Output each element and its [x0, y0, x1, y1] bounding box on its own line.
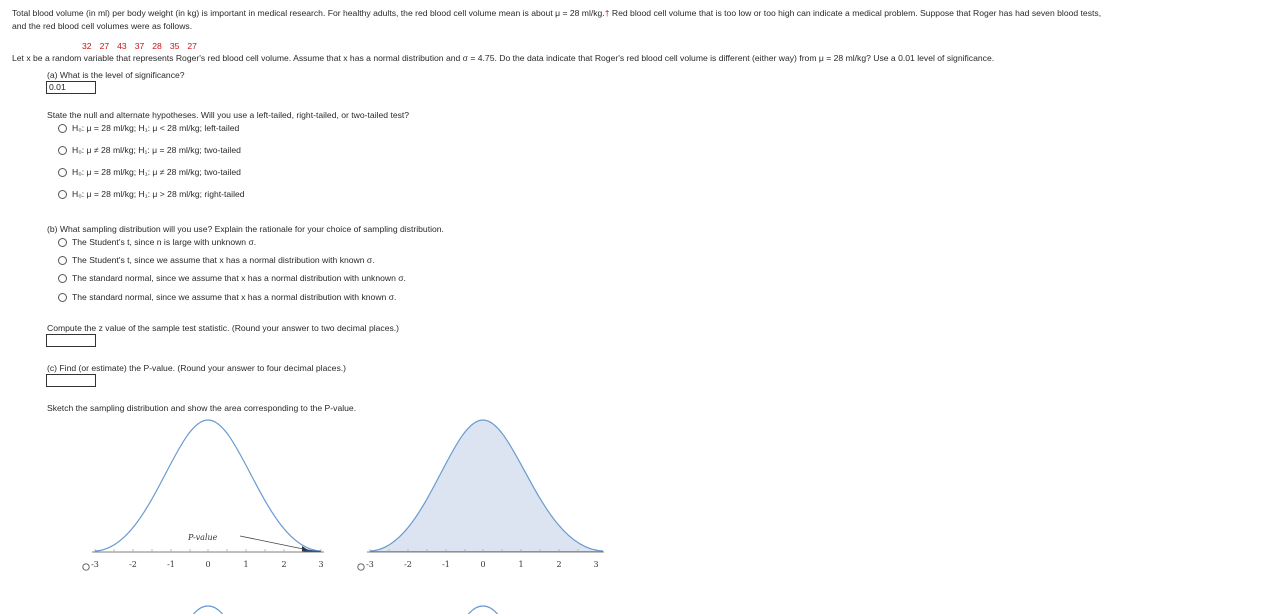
data-value: 35 [169, 41, 180, 51]
hypothesis-option-1[interactable]: H₀: μ = 28 ml/kg; H₁: μ < 28 ml/kg; left-tailed [58, 123, 239, 133]
tick-label: -1 [442, 560, 450, 569]
graph-select-radio[interactable] [83, 564, 89, 570]
compute-z-question: Compute the z value of the sample test statistic. (Round your answer to two decimal places.) [47, 323, 400, 333]
sampling-graph-option-1[interactable] [80, 415, 340, 575]
data-value: 28 [152, 41, 162, 51]
intro-line-2: and the red blood cell volumes were as follows. [12, 21, 193, 31]
part-b-question: (b) What sampling distribution will you use? Explain the rationale for your choice of sampling distribution. [47, 224, 444, 234]
tick-label: 0 [480, 560, 486, 569]
normal-curve [95, 420, 321, 551]
sketch-instruction: Sketch the sampling distribution and show the area corresponding to the P-value. [47, 403, 357, 413]
tick-label: -2 [129, 560, 137, 569]
data-value: 27 [187, 41, 197, 51]
radio-button[interactable] [58, 168, 67, 177]
data-value: 27 [99, 41, 110, 51]
sampling-graph-option-3[interactable] [80, 598, 340, 614]
distribution-option-3[interactable]: The standard normal, since we assume that x has a normal distribution with unknown σ. [58, 273, 406, 283]
radio-button[interactable] [58, 124, 67, 133]
tick-label: 1 [243, 560, 249, 569]
p-value-arrow [240, 536, 308, 550]
tick-label: -3 [366, 560, 374, 569]
sampling-graph-option-4[interactable] [355, 598, 615, 614]
hypotheses-question: State the null and alternate hypotheses. Will you use a left-tailed, right-tailed, or two-tailed test? [47, 110, 410, 120]
problem-statement: Let x be a random variable that represents Roger's red blood cell volume. Assume that x has a normal distribution and σ = 4.75. Do the data indicate that Roger's red blood cell volume is different (either way) from μ = 28 ml/kg? Use a 0.01 level of significance. [12, 53, 995, 63]
footnote-dagger[interactable]: † [604, 8, 610, 18]
part-a-question: (a) What is the level of significance? [47, 70, 185, 80]
part-c-question: (c) Find (or estimate) the P-value. (Round your answer to four decimal places.) [47, 363, 346, 373]
tick-label: 3 [593, 560, 599, 569]
shaded-area [370, 420, 603, 552]
hypothesis-option-2[interactable]: H₀: μ ≠ 28 ml/kg; H₁: μ = 28 ml/kg; two-tailed [58, 145, 241, 155]
tick-label: 2 [281, 560, 287, 569]
graph-select-radio[interactable] [358, 564, 364, 570]
normal-curve-top [467, 606, 499, 614]
normal-curve-top [192, 606, 224, 614]
radio-button[interactable] [58, 293, 67, 302]
data-values [82, 41, 205, 51]
significance-input[interactable]: 0.01 [46, 81, 96, 94]
intro-paragraph [12, 7, 1101, 33]
radio-button[interactable] [58, 256, 67, 265]
data-value: 43 [117, 41, 127, 51]
distribution-option-4[interactable]: The standard normal, since we assume that x has a normal distribution with known σ. [58, 292, 396, 302]
tick-label: 0 [205, 560, 211, 569]
sampling-graph-option-2[interactable] [355, 415, 615, 575]
mu-value: μ = 28 ml/kg. [555, 8, 605, 18]
z-value-input[interactable] [46, 334, 96, 347]
p-value-input[interactable] [46, 374, 96, 387]
tick-label: -2 [404, 560, 412, 569]
tick-label: -3 [91, 560, 99, 569]
radio-button[interactable] [58, 274, 67, 283]
radio-button[interactable] [58, 238, 67, 247]
tick-label: 1 [518, 560, 524, 569]
hypothesis-option-3[interactable]: H₀: μ = 28 ml/kg; H₁: μ ≠ 28 ml/kg; two-tailed [58, 167, 241, 177]
tick-label: -1 [167, 560, 175, 569]
radio-button[interactable] [58, 190, 67, 199]
p-value-label: P-value [188, 533, 218, 542]
tick-label: 2 [556, 560, 562, 569]
intro-line-1: Total blood volume (in ml) per body weight (in kg) is important in medical research. For healthy adults, the red blood cell volume mean is about μ = 28 ml/kg.† Red blood cell volume that is too low or too high can indicate a medical problem. Suppose that Roger has had seven blood tests, [12, 8, 1102, 18]
data-value: 37 [134, 41, 145, 51]
distribution-option-2[interactable]: The Student's t, since we assume that x has a normal distribution with known σ. [58, 255, 375, 265]
tick-label: 3 [318, 560, 324, 569]
distribution-option-1[interactable]: The Student's t, since n is large with unknown σ. [58, 237, 256, 247]
axis-ticks [95, 549, 321, 552]
radio-button[interactable] [58, 146, 67, 155]
hypothesis-option-4[interactable]: H₀: μ = 28 ml/kg; H₁: μ > 28 ml/kg; right-tailed [58, 189, 245, 199]
data-value: 32 [82, 41, 92, 51]
